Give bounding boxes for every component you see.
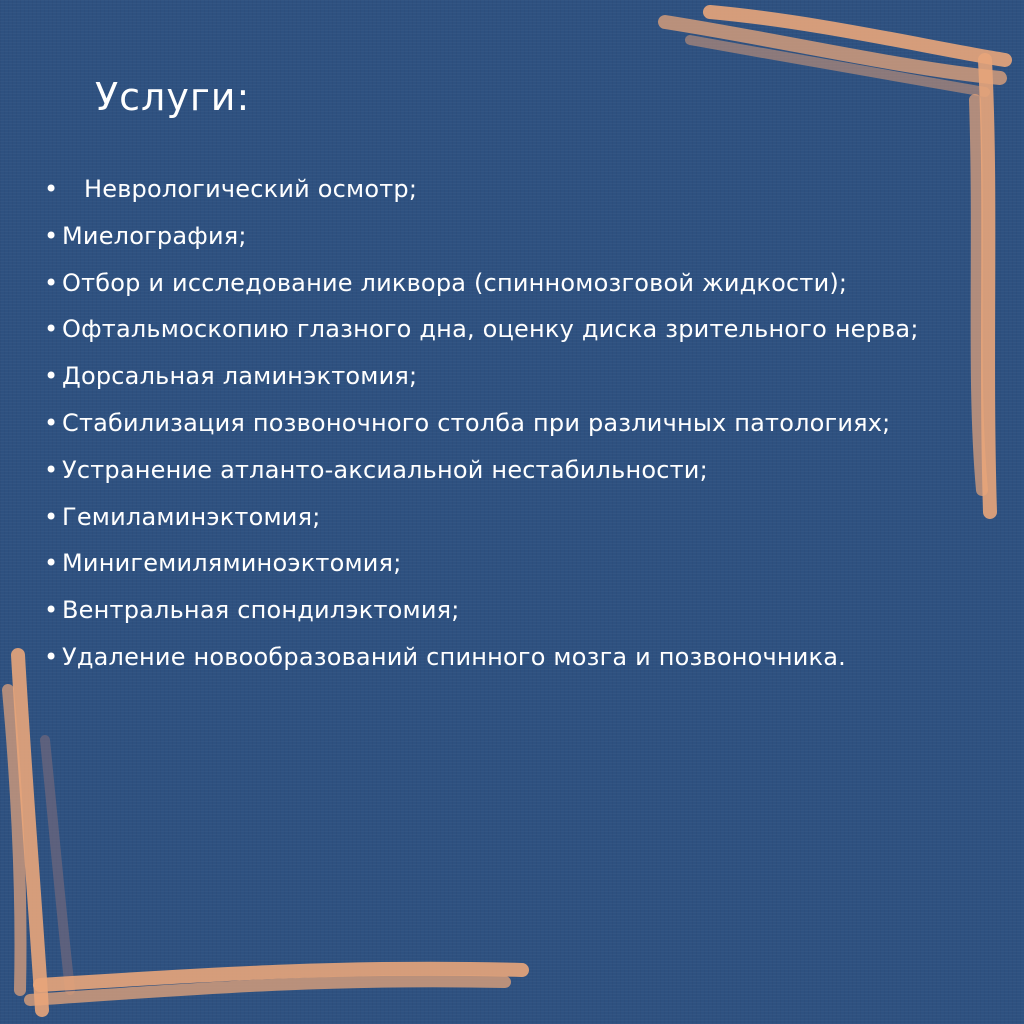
bottom-left-frame-stroke-2 xyxy=(8,690,21,990)
list-item xyxy=(40,306,1015,353)
services-list xyxy=(40,166,1015,681)
bullet-icon: • xyxy=(44,268,59,297)
bullet-icon: • xyxy=(44,175,59,203)
list-item xyxy=(40,447,1015,494)
bullet-icon: • xyxy=(44,549,59,578)
list-item xyxy=(40,540,1015,587)
list-item xyxy=(40,166,1015,213)
bullet-icon: • xyxy=(44,502,59,531)
top-right-frame-stroke-2 xyxy=(665,22,1000,78)
page-title: Услуги: xyxy=(95,75,251,119)
list-item xyxy=(40,400,1015,447)
list-item xyxy=(40,353,1015,400)
bottom-left-frame-stroke-5 xyxy=(30,981,505,1000)
top-right-frame-stroke-3 xyxy=(690,40,985,92)
list-item-text: Отбор и исследование ликвора (спинномозговой жидкости); xyxy=(62,268,848,297)
list-item-text: Минигемиляминоэктомия; xyxy=(62,549,402,578)
list-item-text: Неврологический осмотр; xyxy=(84,175,418,203)
bullet-icon: • xyxy=(44,408,59,437)
list-item-text: Удаление новообразований спинного мозга и позвоночника. xyxy=(62,642,846,671)
bullet-icon: • xyxy=(44,221,59,250)
list-item-text: Гемиламинэктомия; xyxy=(62,502,321,531)
bullet-icon: • xyxy=(44,315,59,344)
list-item-text: Устранение атланто-аксиальной нестабильности; xyxy=(62,455,708,484)
list-item xyxy=(40,494,1015,541)
list-item xyxy=(40,587,1015,634)
bottom-left-frame-stroke-4 xyxy=(40,969,522,985)
bullet-icon: • xyxy=(44,642,59,671)
list-item xyxy=(40,213,1015,260)
bullet-icon: • xyxy=(44,455,59,484)
bottom-left-frame-stroke-3 xyxy=(45,740,70,990)
top-right-frame-stroke xyxy=(710,12,1005,60)
bottom-left-frame-stroke xyxy=(18,655,42,1010)
list-item-text: Стабилизация позвоночного столба при различных патологиях; xyxy=(62,408,891,437)
list-item xyxy=(40,634,1015,681)
list-item-text: Вентральная спондилэктомия; xyxy=(62,596,460,625)
list-item-text: Дорсальная ламинэктомия; xyxy=(62,362,418,391)
bullet-icon: • xyxy=(44,362,59,391)
list-item-text: Миелография; xyxy=(62,221,247,250)
bullet-icon: • xyxy=(44,596,59,625)
list-item xyxy=(40,260,1015,307)
list-item-text: Офтальмоскопию глазного дна, оценку диска зрительного нерва; xyxy=(62,315,919,344)
